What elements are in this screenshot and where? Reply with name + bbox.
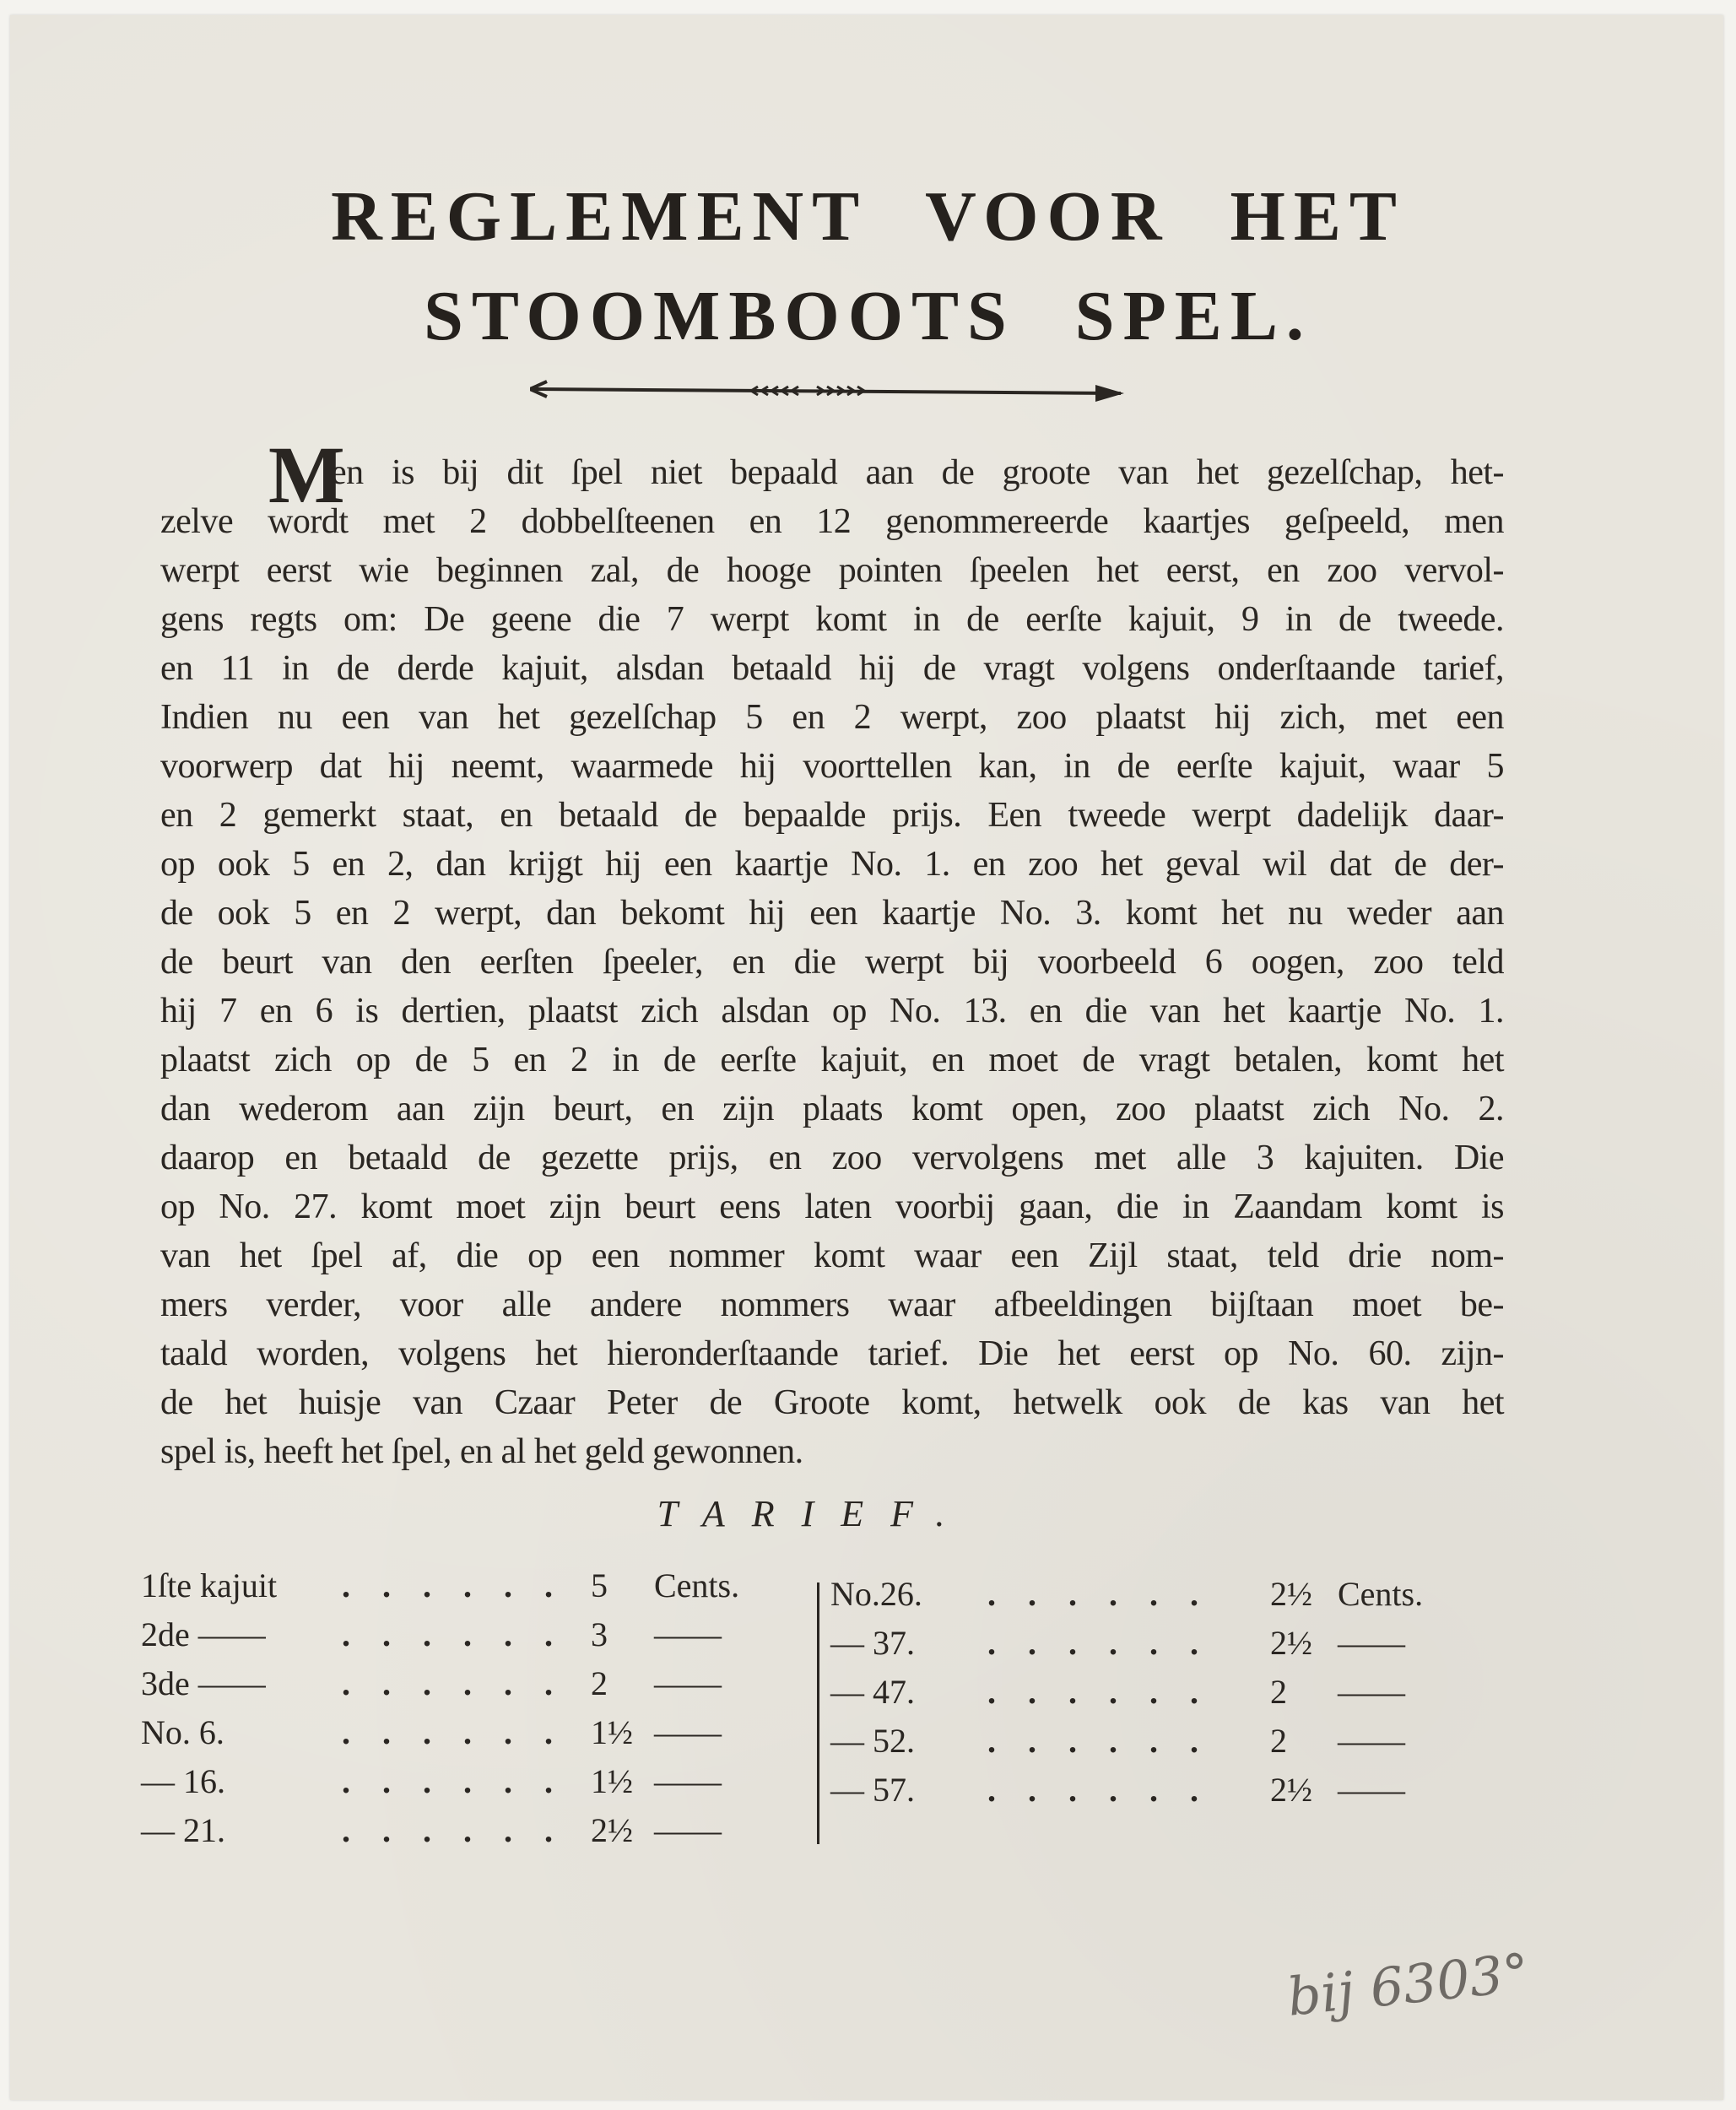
body-line: de het huisje van Czaar Peter de Groote komt, hetwelk ook de kas van het [160,1383,1504,1422]
body-line: voorwerp dat hij neemt, waarmede hij voorttellen kan, in de eerſte kajuit, waar 5 [160,747,1504,786]
tarief-row-label: — 47. [830,1673,915,1711]
title-line-2: STOOMBOOTS SPEL. [424,277,1312,355]
tarief-row-value: 2½ [1270,1575,1312,1613]
tarief-row-label: — 37. [830,1624,915,1662]
tarief-row-label: — 57. [830,1771,915,1809]
tarief-row-value: 2½ [591,1811,633,1849]
tarief-row-value: 2 [591,1664,608,1702]
tarief-row-unit: —— [654,1713,722,1751]
dot-leader: . . . . . . [342,1713,565,1751]
tarief-row-value: 2½ [1270,1771,1312,1809]
dot-leader: . . . . . . [342,1762,565,1800]
tarief-row-label: — 21. [141,1811,225,1849]
body-line: op ook 5 en 2, dan krijgt hij een kaartje No. 1. en zoo het geval wil dat de der- [160,845,1504,884]
body-line: dan wederom aan zijn beurt, en zijn plaats komt open, zoo plaatst zich No. 2. [160,1090,1504,1128]
tarief-row-unit: —— [1338,1771,1405,1809]
dot-leader: . . . . . . [987,1575,1210,1613]
dot-leader: . . . . . . [987,1771,1210,1809]
tarief-row-label: — 16. [141,1762,225,1800]
body-line: taald worden, volgens het hieronderſtaande tarief. Die het eerst op No. 60. zijn- [160,1334,1504,1373]
tarief-row-unit: —— [654,1762,722,1800]
title-line-1: REGLEMENT VOOR HET [331,177,1405,256]
tarief-row-unit: Cents. [654,1566,740,1604]
tarief-row-unit: —— [1338,1673,1405,1711]
tarief-row-value: 2½ [1270,1624,1312,1662]
dot-leader: . . . . . . [987,1624,1210,1662]
dot-leader: . . . . . . [342,1664,565,1702]
dot-leader: . . . . . . [987,1673,1210,1711]
body-line: de ook 5 en 2 werpt, dan bekomt hij een kaartje No. 3. komt het nu weder aan [160,894,1504,933]
body-line: spel is, heeft het ſpel, en al het geld gewonnen. [160,1432,803,1471]
tarief-row-label: No. 6. [141,1713,224,1751]
dot-leader: . . . . . . [342,1615,565,1653]
tarief-row-unit: —— [1338,1624,1405,1662]
body-line: op No. 27. komt moet zijn beurt eens laten voorbij gaan, die in Zaandam komt is [160,1188,1504,1226]
tarief-row-value: 2 [1270,1722,1287,1760]
tarief-row-label: No.26. [830,1575,922,1613]
body-line: plaatst zich op de 5 en 2 in de eerſte kajuit, en moet de vragt betalen, komt het [160,1041,1504,1079]
arrow-ornament-icon [530,378,1126,403]
handwritten-note: bij 6303° [1284,1941,1533,2028]
tarief-heading: TARIEF. [657,1493,972,1534]
body-line: Indien nu een van het gezelſchap 5 en 2 werpt, zoo plaatst hij zich, met een [160,698,1504,737]
tarief-row-unit: —— [1338,1722,1405,1760]
drop-cap: M [268,430,345,520]
dot-leader: . . . . . . [987,1722,1210,1760]
tarief-row-value: 5 [591,1566,608,1604]
body-line: daarop en betaald de gezette prijs, en zoo vervolgens met alle 3 kajuiten. Die [160,1139,1504,1177]
tarief-row-value: 1½ [591,1762,633,1800]
table-divider [817,1582,819,1844]
body-line: en 11 in de derde kajuit, alsdan betaald hij de vragt volgens onderſtaande tarief, [160,649,1504,688]
body-line: zelve wordt met 2 dobbelſteenen en 12 genommereerde kaartjes geſpeeld, men [160,502,1504,541]
tarief-row-label: — 52. [830,1722,915,1760]
tarief-row-label: 1ſte kajuit [141,1566,278,1604]
body-line: mers verder, voor alle andere nommers waar afbeeldingen bijſtaan moet be- [160,1285,1504,1324]
tarief-row-label: 3de —— [141,1664,266,1702]
tarief-row-unit: Cents. [1338,1575,1424,1613]
body-line: en 2 gemerkt staat, en betaald de bepaalde prijs. Een tweede werpt dadelijk daar- [160,796,1504,835]
tarief-row-unit: —— [654,1615,722,1653]
tarief-row-value: 3 [591,1615,608,1653]
dot-leader: . . . . . . [342,1811,565,1849]
body-line: van het ſpel af, die op een nommer komt waar een Zijl staat, teld drie nom- [160,1236,1504,1275]
tarief-row-unit: —— [654,1811,722,1849]
body-line: gens regts om: De geene die 7 werpt komt in de eerſte kajuit, 9 in de tweede. [160,600,1504,639]
dot-leader: . . . . . . [342,1566,565,1604]
tarief-row-value: 1½ [591,1713,633,1751]
tarief-row-label: 2de —— [141,1615,266,1653]
body-line: werpt eerst wie beginnen zal, de hooge pointen ſpeelen het eerst, en zoo vervol- [160,551,1504,590]
body-line: hij 7 en 6 is dertien, plaatst zich alsdan op No. 13. en die van het kaartje No. 1. [160,992,1504,1031]
body-line: de beurt van den eerſten ſpeeler, en die werpt bij voorbeeld 6 oogen, zoo teld [160,943,1504,982]
tarief-row-value: 2 [1270,1673,1287,1711]
body-line: en is bij dit ſpel niet bepaald aan de groote van het gezelſchap, het- [331,453,1504,492]
tarief-row-unit: —— [654,1664,722,1702]
